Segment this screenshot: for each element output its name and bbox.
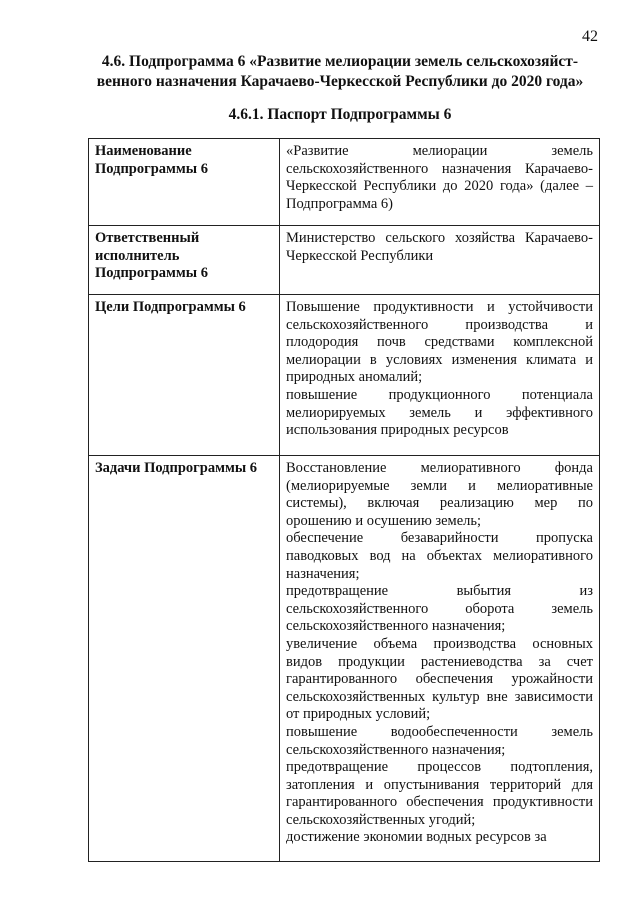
passport-table <box>88 138 600 862</box>
row-value-paragraph: предотвращение процессов подтопления, затопления и опустынивания территорий для гарантированного обеспечения продуктивности сельскохозяйственных угодий; <box>286 759 593 828</box>
row-value-paragraph: «Развитие мелиорации земель сельскохозяйственного назначения Карачаево-Черкесской Республики до 2020 года» (далее – Подпрограмма 6) <box>286 143 593 212</box>
row-value-paragraph: увеличение объема производства основных видов продукции растениеводства за счет гарантированного обеспечения урожайности сельскохозяйственных культур вне зависимости от природных условий; <box>286 635 593 723</box>
row-value <box>280 226 600 295</box>
row-label-line: исполнитель <box>95 247 180 264</box>
row-label <box>89 456 280 862</box>
row-label-line: Подпрограммы 6 <box>95 265 208 282</box>
passport-heading: 4.6.1. Паспорт Подпрограммы 6 <box>228 106 452 123</box>
row-value-paragraph: Министерство сельского хозяйства Карачаево-Черкесской Республики <box>286 230 593 264</box>
row-value-paragraph: Восстановление мелиоративного фонда (мелиорируемые земли и мелиоративные системы), включая реализацию мер по орошению и осушению земель; <box>286 460 593 529</box>
row-label-line: Наименование <box>95 143 192 159</box>
row-label-line: Подпрограммы 6 <box>95 160 208 177</box>
row-value-paragraph: повышение водообеспеченности земель сельскохозяйственного назначения; <box>286 723 593 758</box>
table-row-goals <box>89 295 600 456</box>
row-label-line: Задачи Подпрограммы 6 <box>95 460 258 476</box>
row-value <box>280 139 600 226</box>
row-value <box>280 456 600 862</box>
section-heading-line-2: венного назначения Карачаево-Черкесской Республики до 2020 года» <box>96 73 584 90</box>
section-heading-line-1: 4.6. Подпрограмма 6 «Развитие мелиорации земель сельскохозяйст- <box>101 53 579 70</box>
table-row-tasks <box>89 456 600 862</box>
row-label <box>89 139 280 226</box>
page-number: 42 <box>582 28 598 45</box>
row-label <box>89 295 280 456</box>
row-value-paragraph: Повышение продуктивности и устойчивости сельскохозяйственного производства и плодородия почв средствами комплексной мелиорации в условиях изменения климата и природных аномалий; <box>286 299 593 386</box>
row-label <box>89 226 280 295</box>
table-row-executor <box>89 226 600 295</box>
row-value-paragraph: достижение экономии водных ресурсов за <box>286 829 547 846</box>
row-label-line: Цели Подпрограммы 6 <box>95 299 246 315</box>
row-label-line: Ответственный <box>95 230 200 246</box>
row-value <box>280 295 600 456</box>
row-value-paragraph: обеспечение безаварийности пропуска паводковых вод на объектах мелиоративного назначения; <box>286 530 593 582</box>
section-heading <box>60 52 620 92</box>
row-value-paragraph: повышение продукционного потенциала мелиорируемых земель и эффективного использования природных ресурсов <box>286 386 593 439</box>
table-row-name <box>89 139 600 226</box>
row-value-paragraph: предотвращение выбытия из сельскохозяйственного оборота земель сельскохозяйственного назначения; <box>286 583 593 635</box>
